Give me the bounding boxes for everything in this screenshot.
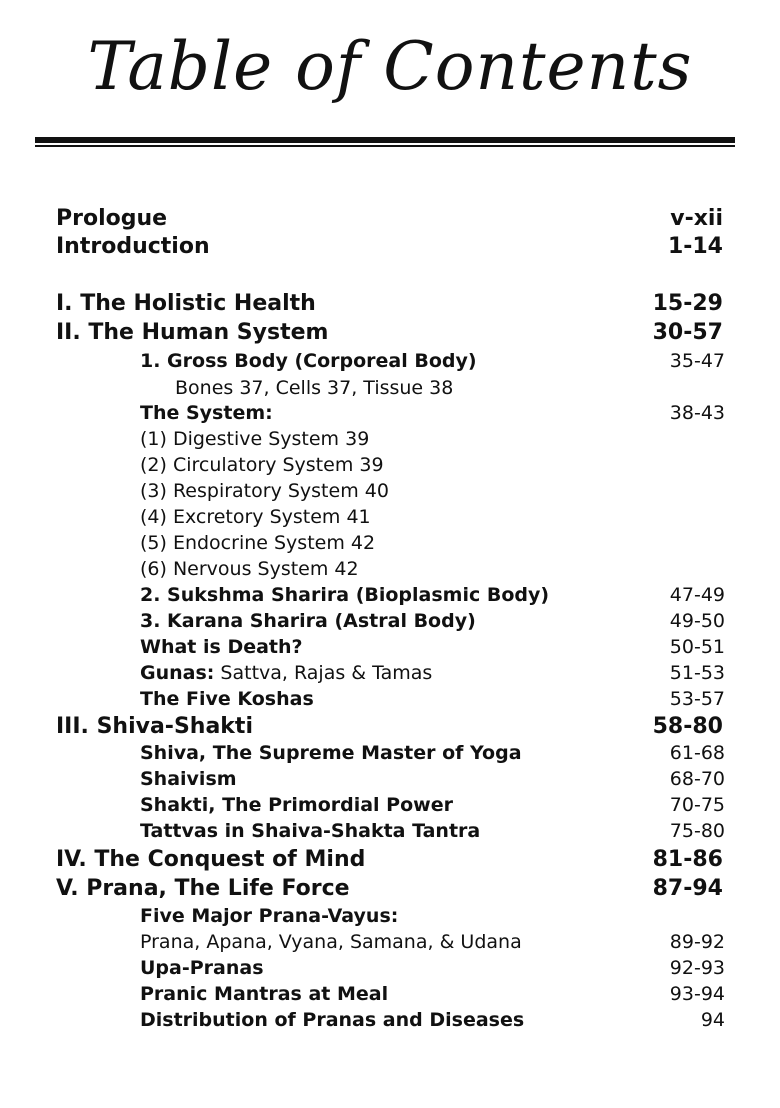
toc-entry-label-bold: Gunas: — [140, 662, 215, 684]
toc-page-range: 75-80 — [669, 820, 725, 842]
toc-page-range: 89-92 — [669, 931, 725, 953]
toc-entry-label: (5) Endocrine System 42 — [140, 532, 376, 554]
toc-entry-label: (4) Excretory System 41 — [140, 506, 371, 528]
toc-page-range: 70-75 — [669, 794, 725, 816]
toc-entry-label: (3) Respiratory System 40 — [140, 480, 389, 502]
toc-entry-label: Shaivism — [140, 768, 237, 790]
toc-page-range: 47-49 — [669, 584, 725, 606]
toc-page-range: v-xii — [670, 206, 723, 231]
toc-page-range: 53-57 — [669, 688, 725, 710]
toc-page-range: 87-94 — [652, 876, 723, 901]
toc-entry-label-rest: Sattva, Rajas & Tamas — [214, 662, 433, 684]
toc-entry-label: The System: — [140, 402, 273, 424]
toc-page-range: 81-86 — [652, 847, 723, 872]
toc-entry-label: (1) Digestive System 39 — [140, 428, 370, 450]
toc-entry-label: Bones 37, Cells 37, Tissue 38 — [175, 377, 454, 399]
toc-entry-label: V. Prana, The Life Force — [56, 876, 350, 901]
toc-entry-label: Prana, Apana, Vyana, Samana, & Udana — [140, 931, 522, 953]
toc-page-range: 35-47 — [669, 350, 725, 372]
toc-entry-label: 3. Karana Sharira (Astral Body) — [140, 610, 476, 632]
toc-page-range: 93-94 — [669, 983, 725, 1005]
title-rule-thin — [35, 145, 735, 147]
toc-page-range: 68-70 — [669, 768, 725, 790]
toc-entry-label: Introduction — [56, 234, 210, 259]
toc-entry-label: Prologue — [56, 206, 168, 231]
toc-entry-label: IV. The Conquest of Mind — [56, 847, 366, 872]
toc-entry-label: Upa-Pranas — [140, 957, 264, 979]
toc-entry-label: The Five Koshas — [140, 688, 314, 710]
toc-page-range: 94 — [700, 1009, 725, 1031]
toc-page-range: 61-68 — [669, 742, 725, 764]
toc-page-range: 38-43 — [669, 402, 725, 424]
toc-entry-label — [140, 662, 432, 684]
toc-entry-label: I. The Holistic Health — [56, 291, 316, 316]
toc-entry-label: 1. Gross Body (Corporeal Body) — [140, 350, 477, 372]
toc-entry-label: Shakti, The Primordial Power — [140, 794, 453, 816]
toc-entry-label: Tattvas in Shaiva-Shakta Tantra — [140, 820, 481, 842]
toc-page-range: 92-93 — [669, 957, 725, 979]
toc-page-range: 50-51 — [669, 636, 725, 658]
toc-entry-label: What is Death? — [140, 636, 303, 658]
toc-entry-label: (6) Nervous System 42 — [140, 558, 359, 580]
toc-entry-label: Pranic Mantras at Meal — [140, 983, 389, 1005]
toc-entry-label: III. Shiva-Shakti — [56, 714, 253, 739]
toc-entry-label: (2) Circulatory System 39 — [140, 454, 384, 476]
toc-page-range: 58-80 — [652, 714, 723, 739]
toc-page-range: 1-14 — [667, 234, 723, 259]
toc-page-range: 15-29 — [652, 291, 723, 316]
toc-entry-label: Shiva, The Supreme Master of Yoga — [140, 742, 522, 764]
toc-page-range: 49-50 — [669, 610, 725, 632]
toc-entry-label: 2. Sukshma Sharira (Bioplasmic Body) — [140, 584, 550, 606]
toc-page-range: 51-53 — [669, 662, 725, 684]
toc-page-range: 30-57 — [652, 320, 723, 345]
toc-entry-label: Distribution of Pranas and Diseases — [140, 1009, 525, 1031]
page-title: Table of Contents — [87, 28, 693, 105]
title-rule-thick — [35, 137, 735, 143]
toc-entry-label: II. The Human System — [56, 320, 329, 345]
toc-entry-label: Five Major Prana-Vayus: — [140, 905, 399, 927]
